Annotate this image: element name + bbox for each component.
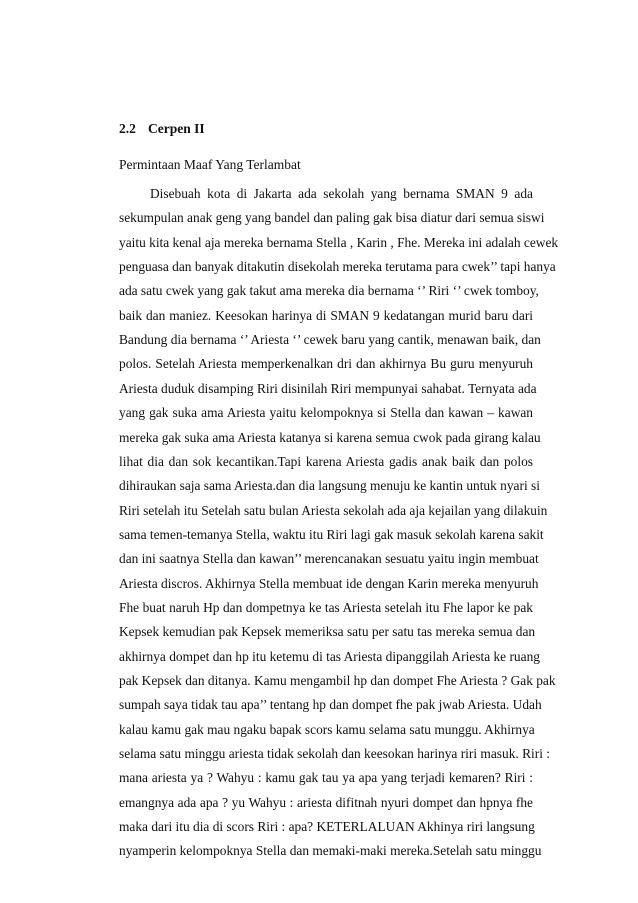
body-line: akhirnya dompet dan hp itu ketemu di tas Ariesta dipanggilah Ariesta ke ruang (119, 648, 540, 664)
body-line: Fhe buat naruh Hp dan dompetnya ke tas Ariesta setelah itu Fhe lapor ke pak (119, 599, 533, 615)
body-line: emangnya ada apa ? yu Wahyu : ariesta difitnah nyuri dompet dan hpnya fhe (119, 794, 533, 810)
body-line: Riri setelah itu Setelah satu bulan Ariesta sekolah ada aja kejailan yang dilakuin (119, 502, 548, 518)
body-line: sama temen-temanya Stella, waktu itu Riri lagi gak masuk sekolah karena sakit (119, 526, 544, 542)
section-title: Cerpen II (148, 121, 205, 136)
body-line: pak Kepsek dan ditanya. Kamu mengambil hp dan dompet Fhe Ariesta ? Gak pak (119, 673, 556, 688)
body-line: maka dari itu dia di scors Riri : apa? KETERLALUAN Akhinya riri langsung (119, 819, 535, 835)
body-line: yaitu kita kenal aja mereka bernama Stella , Karin , Fhe. Mereka ini adalah cewek (119, 234, 559, 250)
body-line: dihiraukan saja sama Ariesta.dan dia langsung menuju ke kantin untuk nyari si (119, 478, 540, 494)
body-line: dan ini saatnya Stella dan kawan’’ merencanakan sesuatu yaitu ingin membuat (119, 551, 539, 567)
body-line: Ariesta duduk disamping Riri disinilah Riri mempunyai sahabat. Ternyata ada (119, 380, 537, 396)
body-line: kalau kamu gak mau ngaku bapak scors kamu selama satu munggu. Akhirnya (119, 721, 535, 737)
body-line: sumpah saya tidak tau apa’’ tentang hp dan dompet fhe pak jwab Ariesta. Udah (119, 697, 542, 713)
body-line: nyamperin kelompoknya Stella dan memaki-maki mereka.Setelah satu minggu (119, 843, 542, 859)
body-line: selama satu minggu ariesta tidak sekolah dan keesokan harinya riri masuk. Riri : (119, 746, 550, 762)
section-number: 2.2 (119, 121, 136, 136)
body-line: mereka gak suka ama Ariesta katanya si karena semua cwok pada girang kalau (119, 429, 541, 445)
body-line: yang gak suka ama Ariesta yaitu kelompoknya si Stella dan kawan – kawan (119, 405, 533, 421)
body-line: polos. Setelah Ariesta memperkenalkan dri dan akhirnya Bu guru menyuruh (119, 356, 533, 372)
story-title: Permintaan Maaf Yang Terlambat (119, 157, 301, 172)
body-line: Kepsek kemudian pak Kepsek memeriksa satu per satu tas mereka semua dan (119, 624, 536, 640)
body-line: baik dan maniez. Keesokan harinya di SMAN 9 kedatangan murid baru dari (119, 307, 533, 323)
body-line: penguasa dan banyak ditakutin disekolah mereka terutama para cwek’’ tapi hanya (119, 259, 556, 275)
body-line: Ariesta discros. Akhirnya Stella membuat ide dengan Karin mereka menyuruh (119, 575, 539, 591)
body-line: Bandung dia bernama ‘’ Ariesta ‘’ cewek baru yang cantik, menawan baik, dan (119, 332, 541, 348)
section-heading (119, 121, 205, 137)
body-line: sekumpulan anak geng yang bandel dan paling gak bisa diatur dari semua siswi (119, 210, 545, 226)
body-line: Disebuah kota di Jakarta ada sekolah yang bernama SMAN 9 ada (150, 186, 533, 201)
body-line: mana ariesta ya ? Wahyu : kamu gak tau ya apa yang terjadi kemaren? Riri : (119, 770, 533, 786)
body-line: lihat dia dan sok kecantikan.Tapi karena Ariesta gadis anak baik dan polos (119, 453, 533, 469)
body-line: ada satu cwek yang gak takut ama mereka dia bernama ‘’ Riri ‘’ cwek tomboy, (119, 283, 539, 299)
